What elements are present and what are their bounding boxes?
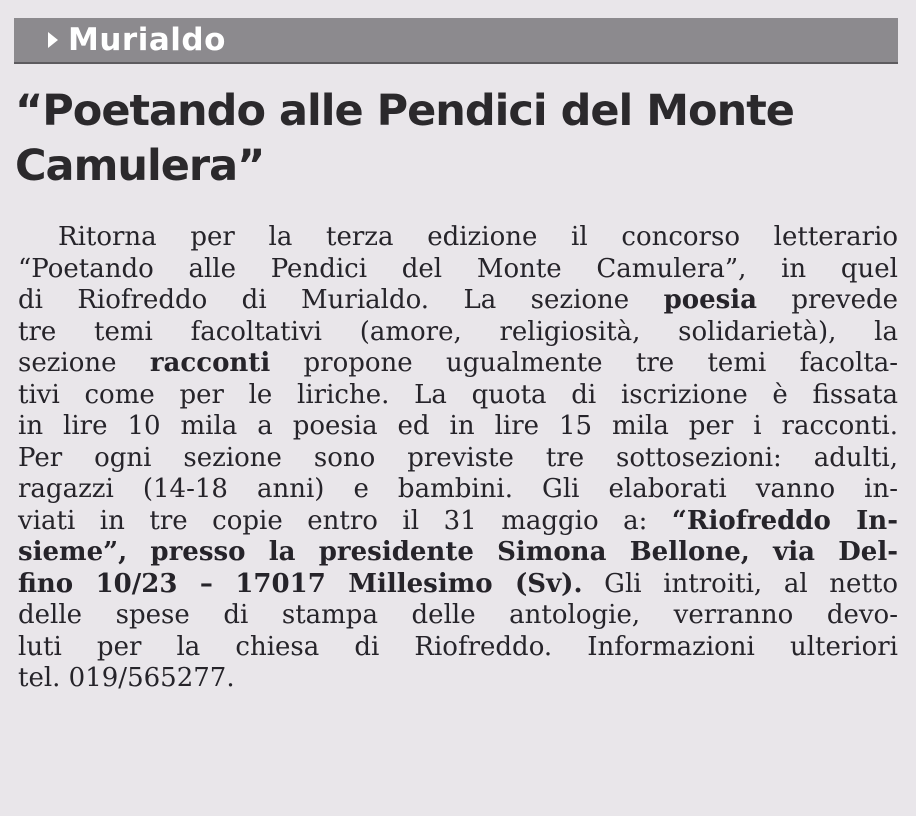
body-line: Ritorna per la terza edizione il concorso letterario: [58, 222, 898, 252]
body-line: “Poetando alle Pendici del Monte Camulera”, in quel: [18, 253, 898, 284]
body-line: delle spese di stampa delle antologie, verranno devo-: [18, 600, 898, 630]
address-bold: sieme”, presso la presidente Simona Bellone, via Del-: [18, 537, 898, 567]
body-line: tivi come per le liriche. La quota di iscrizione è fissata: [18, 379, 898, 410]
address-bold: “Riofreddo In-: [671, 505, 898, 536]
body-line: in lire 10 mila a poesia ed in lire 15 mila per i racconti.: [18, 411, 898, 441]
body-line: viati in tre copie entro il 31 maggio a: “Riofreddo In-: [18, 505, 898, 536]
address-bold: fino 10/23 – 17017 Millesimo (Sv).: [18, 568, 583, 599]
body-line: ragazzi (14-18 anni) e bambini. Gli elaborati vanno in-: [18, 474, 898, 504]
body-line: luti per la chiesa di Riofreddo. Informazioni ulteriori: [18, 631, 898, 662]
body-line: sezione racconti propone ugualmente tre temi facolta-: [18, 348, 898, 378]
section-title: Murialdo: [68, 22, 226, 58]
article-body: [18, 222, 898, 695]
arrow-right-icon: [48, 32, 58, 48]
section-header-bar: [14, 18, 898, 64]
article-headline: “Poetando alle Pendici del Monte Camulera”: [15, 86, 794, 191]
keyword-racconti: racconti: [149, 348, 271, 378]
body-line: fino 10/23 – 17017 Millesimo (Sv). Gli introiti, al netto: [18, 568, 898, 599]
body-line: tre temi facoltativi (amore, religiosità, solidarietà), la: [18, 316, 898, 347]
keyword-poesia: poesia: [663, 285, 758, 315]
body-line-phone: tel. 019/565277.: [18, 663, 235, 693]
body-line: [18, 537, 898, 569]
body-line: Per ogni sezione sono previste tre sottosezioni: adulti,: [18, 442, 898, 473]
body-line: di Riofreddo di Murialdo. La sezione poesia prevede: [18, 285, 898, 315]
